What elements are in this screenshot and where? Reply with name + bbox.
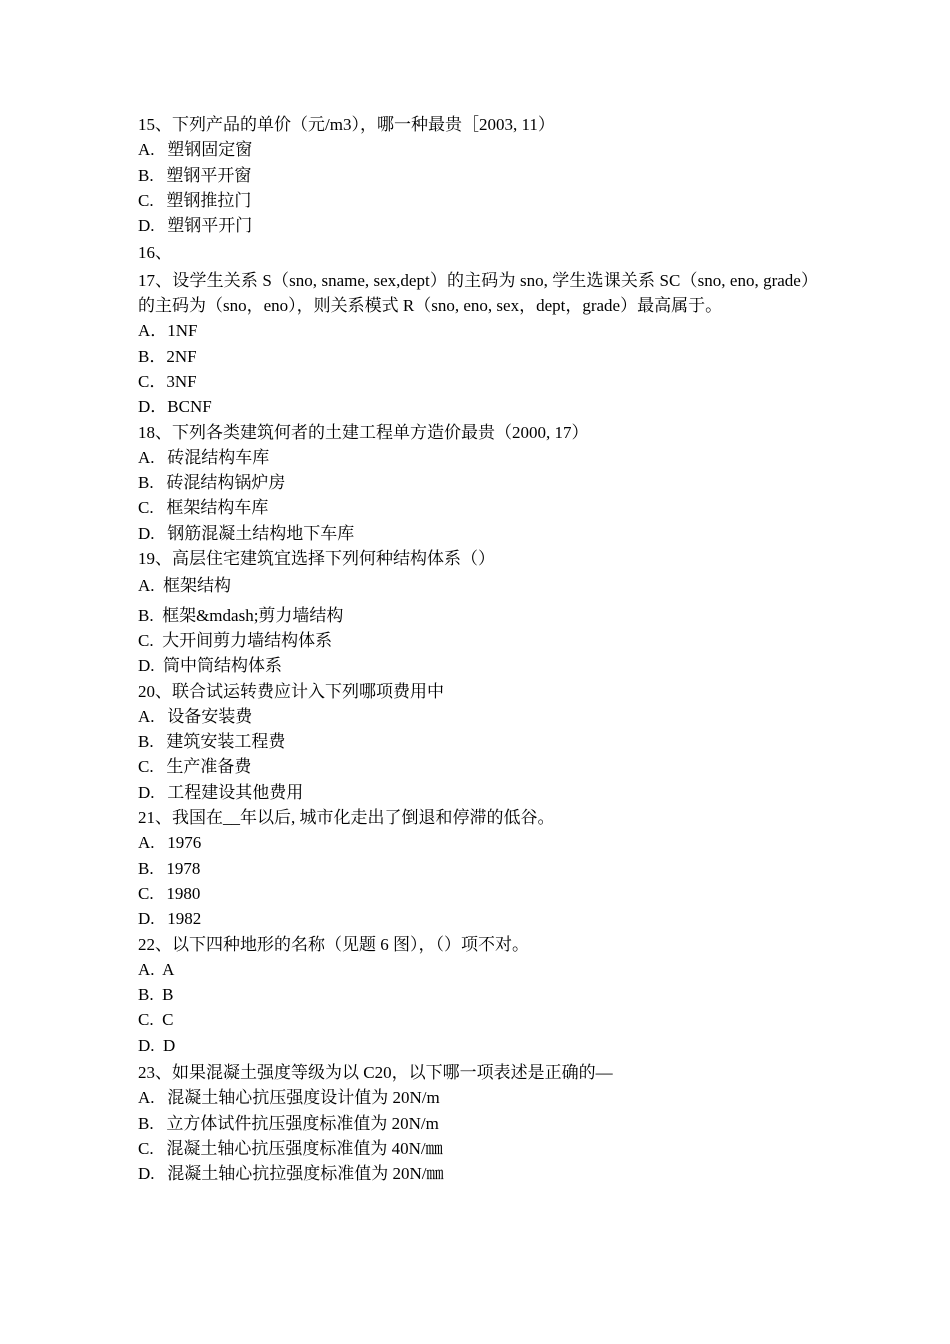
question-stem: 22、以下四种地形的名称（见题 6 图），（）项不对。 [138,934,529,954]
question-stem: 15、下列产品的单价（元/m3），哪一种最贵［2003, 11） [138,115,555,134]
option-d: D. 1982 [138,909,202,929]
option-a: A. 1976 [138,833,202,853]
question-17 [138,268,818,420]
question-22 [138,932,818,1058]
option-d: D. D [138,1035,176,1055]
option-a: A. 砖混结构车库 [138,447,270,467]
option-c: C. C [138,1010,174,1030]
option-a: A. 混凝土轴心抗压强度设计值为 20N/m [138,1088,440,1108]
option-b: B. 砖混结构锅炉房 [138,473,286,493]
option-c: C. 塑钢推拉门 [138,190,252,210]
question-18 [138,420,818,546]
question-stem: 17、设学生关系 S（sno, sname, sex,dept）的主码为 sno, 学生选课关系 SC（sno, eno, grade）的主码为（sno，eno），则关系模式 R（sno, eno, sex，dept，grade）最高属于。 [138,270,818,316]
option-b: B．2NF [138,346,197,366]
question-19 [138,546,818,678]
option-d: D. 工程建设其他费用 [138,782,304,802]
document-page [138,112,818,1186]
option-c: C. 大开间剪力墙结构体系 [138,630,333,650]
option-d: D. 塑钢平开门 [138,216,253,236]
option-a: A. A [138,959,175,979]
option-d: D. 钢筋混凝土结构地下车库 [138,523,355,543]
option-d: D. 筒中筒结构体系 [138,656,283,676]
option-b: B. 框架&mdash;剪力墙结构 [138,605,344,625]
question-15 [138,112,818,238]
option-c: C．3NF [138,371,197,391]
question-21 [138,805,818,931]
question-stem: 21、我国在__年以后, 城市化走出了倒退和停滞的低谷。 [138,808,555,828]
option-c: C. 1980 [138,883,201,903]
option-c: C. 生产准备费 [138,757,252,777]
option-a: A. 设备安装费 [138,706,253,726]
question-16 [138,240,818,265]
option-b: B. 1978 [138,858,201,878]
option-d: D. 混凝土轴心抗拉强度标准值为 20N/㎜ [138,1164,444,1184]
option-b: B. 立方体试件抗压强度标准值为 20N/m [138,1113,439,1133]
option-a: A．1NF [138,321,198,341]
option-a: A. 塑钢固定窗 [138,140,253,160]
option-d: D．BCNF [138,397,212,417]
question-stem: 23、如果混凝土强度等级为以 C20，以下哪一项表述是正确的— [138,1062,613,1082]
question-stem: 20、联合试运转费应计入下列哪项费用中 [138,681,444,701]
option-b: B. B [138,985,174,1005]
question-20 [138,679,818,805]
option-c: C. 框架结构车库 [138,498,269,518]
option-c: C. 混凝土轴心抗压强度标准值为 40N/㎜ [138,1138,443,1158]
question-stem: 16、 [138,243,172,263]
question-stem: 19、高层住宅建筑宜选择下列何种结构体系（） [138,549,495,569]
option-b: B. 建筑安装工程费 [138,732,286,752]
question-stem: 18、下列各类建筑何者的土建工程单方造价最贵（2000, 17） [138,422,589,442]
option-b: B. 塑钢平开窗 [138,165,252,185]
option-a: A. 框架结构 [138,576,232,596]
question-23 [138,1060,818,1186]
